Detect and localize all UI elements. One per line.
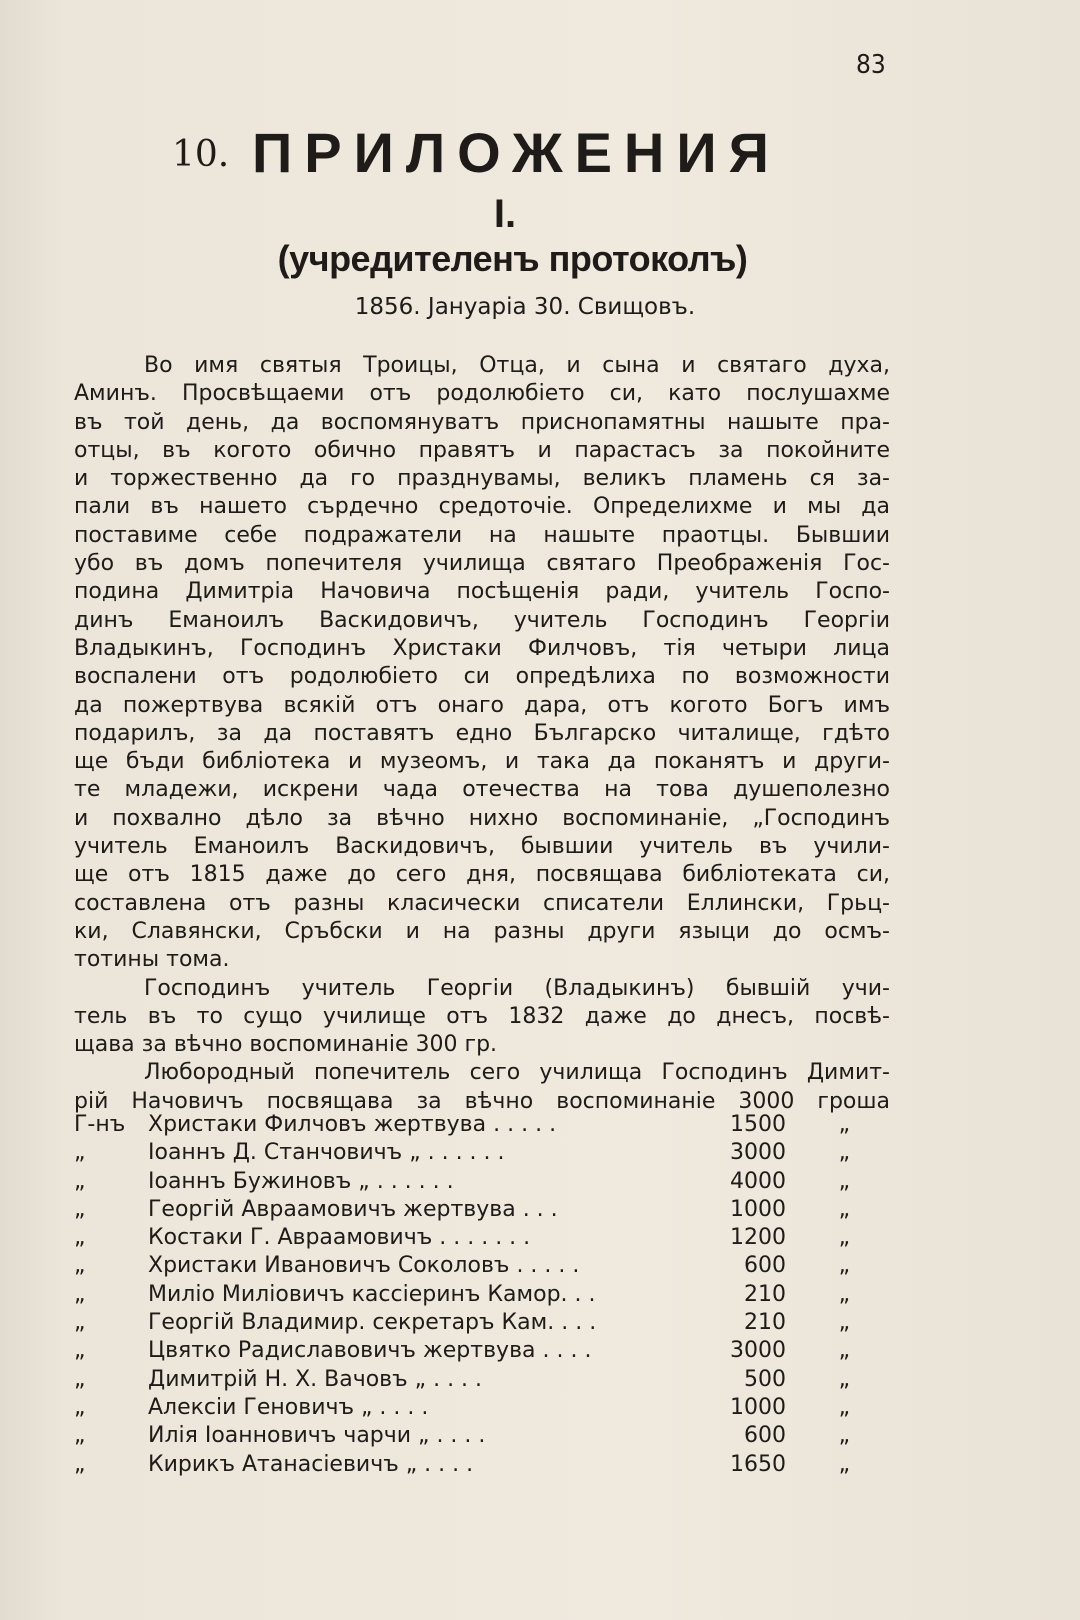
- donation-lead: „: [74, 1451, 86, 1477]
- text-line: Господинъ учитель Георгіи (Владыкинъ) бывшій учи-: [144, 975, 890, 1001]
- donation-list: [74, 1112, 890, 1480]
- dateline: [0, 294, 1080, 320]
- donation-lead: „: [74, 1196, 86, 1222]
- donation-unit: „: [838, 1225, 850, 1251]
- donation-unit: „: [838, 1366, 850, 1392]
- donation-row: [74, 1169, 890, 1197]
- donation-amount: 500: [744, 1366, 786, 1392]
- page-number: 83: [856, 50, 886, 80]
- donation-amount: 210: [744, 1281, 786, 1307]
- donor-name: Іоаннъ Бужиновъ „ . . . . . .: [148, 1168, 454, 1194]
- donation-amount: 3000: [730, 1338, 786, 1364]
- donation-unit: „: [838, 1196, 850, 1222]
- text-line: да пожертвува всякій отъ онаго дара, отъ когото Богъ имъ: [74, 692, 890, 718]
- donation-amount: 1500: [730, 1112, 786, 1137]
- text-line: учитель Еманоилъ Васкидовичъ, бывшии учитель въ учили-: [74, 834, 890, 860]
- text-line: щава за вѣчно воспоминаніе 300 гр.: [74, 1032, 498, 1058]
- text-line: воспалени отъ родолюбіето си опредѣлиха по возможности: [74, 664, 890, 690]
- donation-row: [74, 1282, 890, 1310]
- donation-unit: „: [838, 1281, 850, 1307]
- donation-row: [74, 1310, 890, 1338]
- appendix-number: [0, 192, 1080, 237]
- text-line: подина Димитріа Начовича посѣщенія ради, учитель Госпо-: [74, 579, 890, 605]
- donation-lead: „: [74, 1423, 86, 1449]
- protocol-text: [74, 352, 890, 1116]
- text-line: отцы, въ когото обично правятъ и парастасъ за покойните: [74, 437, 890, 463]
- appendix-subtitle: [0, 238, 1080, 280]
- donation-lead: „: [74, 1366, 86, 1392]
- donation-unit: „: [838, 1423, 850, 1449]
- donation-lead: „: [74, 1310, 86, 1336]
- donation-lead: Г-нъ: [74, 1112, 126, 1137]
- donation-unit: „: [838, 1451, 850, 1477]
- donation-amount: 4000: [730, 1168, 786, 1194]
- donation-unit: „: [838, 1394, 850, 1420]
- donor-name: Христаки Филчовъ жертвува . . . . .: [148, 1112, 557, 1137]
- section-title: ПРИЛОЖЕНИЯ: [252, 121, 781, 184]
- donation-unit: „: [838, 1253, 850, 1279]
- donation-row: [74, 1140, 890, 1168]
- text-line: те младежи, искрени чада отечества на това душеполезно: [74, 777, 890, 803]
- text-line: и похвално дѣло за вѣчно нихно воспоминаніе, „Господинъ: [74, 805, 890, 831]
- donation-unit: „: [838, 1140, 850, 1166]
- text-line: ще бъди библіотека и музеомъ, и така да поканятъ и други-: [74, 749, 890, 775]
- donor-name: Георгій Авраамовичъ жертвува . . .: [148, 1196, 558, 1222]
- donation-unit: „: [838, 1112, 850, 1137]
- text-line: Аминъ. Просвѣщаеми отъ родолюбіето си, като послушахме: [74, 381, 890, 407]
- donor-name: Христаки Ивановичъ Соколовъ . . . . .: [148, 1253, 580, 1279]
- donation-unit: „: [838, 1310, 850, 1336]
- text-line: Во имя святыя Троицы, Отца, и сына и святаго духа,: [144, 353, 890, 378]
- text-line: тотины тома.: [74, 947, 230, 973]
- text-line: въ той день, да воспомянуватъ приснопамятны нашыте пра-: [74, 409, 890, 435]
- donation-amount: 1200: [730, 1225, 786, 1251]
- donation-amount: 1000: [730, 1394, 786, 1420]
- donation-lead: „: [74, 1168, 86, 1194]
- section-number: 10.: [172, 134, 230, 175]
- donor-name: Георгій Владимир. секретаръ Кам. . . .: [148, 1310, 597, 1336]
- text-line: подарилъ, за да поставятъ едно Българско читалище, гдѣто: [74, 720, 890, 746]
- donation-amount: 1000: [730, 1196, 786, 1222]
- donation-amount: 600: [744, 1423, 786, 1449]
- donation-row: [74, 1452, 890, 1480]
- text-line: рій Начовичъ посвящава за вѣчно воспоминаніе 3000 гроша: [74, 1088, 890, 1114]
- dateline-text: 1856. Јануаріа 30. Свищовъ.: [354, 294, 696, 320]
- donation-lead: „: [74, 1140, 86, 1166]
- donor-name: Кирикъ Атанасіевичъ „ . . . .: [148, 1451, 474, 1477]
- section-heading: [170, 118, 810, 188]
- donation-row: [74, 1367, 890, 1395]
- donation-unit: „: [838, 1168, 850, 1194]
- donation-lead: „: [74, 1281, 86, 1307]
- donor-name: Алексіи Геновичъ „ . . . .: [148, 1394, 429, 1420]
- text-line: динъ Еманоилъ Васкидовичъ, учитель Господинъ Георгіи: [74, 607, 890, 633]
- donation-unit: „: [838, 1338, 850, 1364]
- donation-amount: 3000: [730, 1140, 786, 1166]
- text-line: Любородный попечитель сего училища Господинъ Димит-: [144, 1060, 890, 1086]
- donation-amount: 600: [744, 1253, 786, 1279]
- appendix-subtitle-text: (учредителенъ протоколъ): [277, 238, 748, 279]
- donation-row: [74, 1423, 890, 1451]
- donation-amount: 1650: [730, 1451, 786, 1477]
- text-line: тель въ то сущо училище отъ 1832 даже до днесъ, посвѣ-: [74, 1003, 890, 1029]
- text-line: и торжественно да го празднувамы, великъ пламень ся за-: [74, 466, 890, 492]
- appendix-number-text: I.: [493, 192, 517, 236]
- donor-name: Димитрій Н. Х. Вачовъ „ . . . .: [148, 1366, 483, 1392]
- donor-name: Илія Іоанновичъ чарчи „ . . . .: [148, 1423, 486, 1449]
- donation-lead: „: [74, 1253, 86, 1279]
- text-line: поставиме себе подражатели на нашыте праотцы. Бывшии: [74, 522, 890, 548]
- donation-lead: „: [74, 1394, 86, 1420]
- donation-row: [74, 1253, 890, 1281]
- donation-row: [74, 1395, 890, 1423]
- donation-lead: „: [74, 1338, 86, 1364]
- donor-name: Миліо Миліовичъ кассіеринъ Камор. . .: [148, 1281, 596, 1307]
- text-line: убо въ домъ попечителя училища святаго Преображенія Гос-: [74, 551, 890, 577]
- text-line: ще отъ 1815 даже до сего дня, посвящава библіотеката си,: [74, 862, 890, 888]
- donation-row: [74, 1197, 890, 1225]
- donation-row: [74, 1112, 890, 1140]
- donation-amount: 210: [744, 1310, 786, 1336]
- donor-name: Костаки Г. Авраамовичъ . . . . . . .: [148, 1225, 531, 1251]
- donation-lead: „: [74, 1225, 86, 1251]
- text-line: составлена отъ разны класически списатели Еллински, Грьц-: [74, 890, 890, 916]
- donation-row: [74, 1338, 890, 1366]
- donor-name: Іоаннъ Д. Станчовичъ „ . . . . . .: [148, 1140, 505, 1166]
- text-line: ки, Славянски, Сръбски и на разны други языци до осмъ-: [74, 918, 890, 944]
- text-line: пали въ нашето сърдечно средоточіе. Определихме и мы да: [74, 494, 890, 520]
- text-line: Владыкинъ, Господинъ Христаки Филчовъ, тія четыри лица: [74, 635, 890, 661]
- donor-name: Цвятко Радиславовичъ жертвува . . . .: [148, 1338, 592, 1364]
- donation-row: [74, 1225, 890, 1253]
